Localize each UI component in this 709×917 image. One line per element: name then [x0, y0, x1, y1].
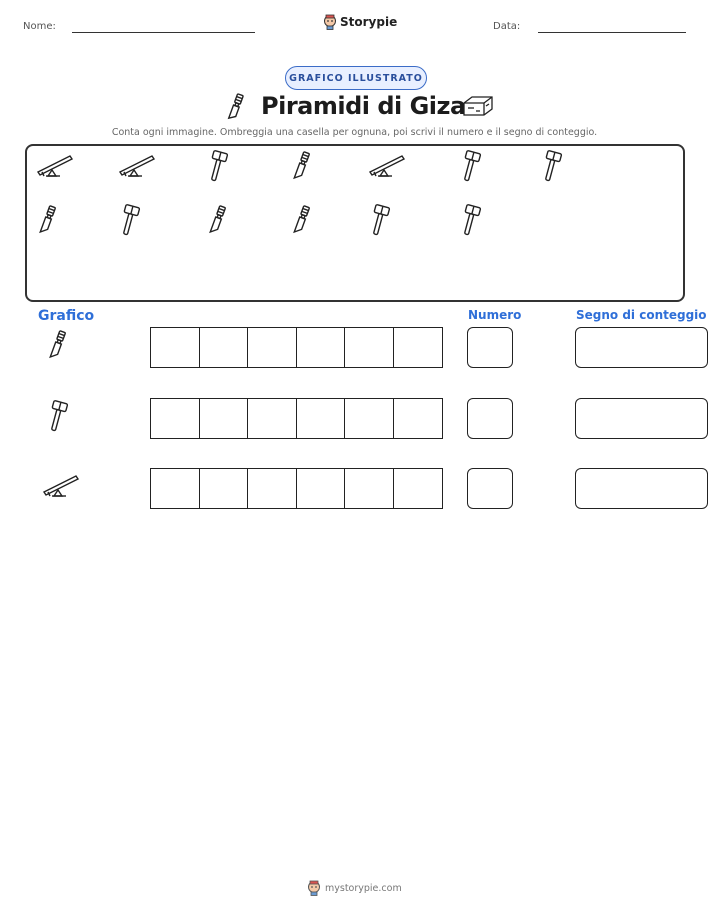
storypie-mascot-icon [323, 14, 337, 30]
instructions: Conta ogni immagine. Ombreggia una casella per ognuna, poi scrivi il numero e il segno di conteggio. [111, 127, 598, 138]
number-answer-box[interactable] [467, 327, 513, 368]
graph-cell[interactable] [297, 328, 346, 367]
tally-answer-box[interactable] [575, 398, 708, 439]
storypie-mascot-icon [307, 880, 321, 896]
graph-cell[interactable] [394, 399, 443, 438]
graph-cell[interactable] [248, 469, 297, 508]
chisel-icon [206, 204, 230, 238]
footer-url: mystorypie.com [325, 882, 402, 894]
graph-cell[interactable] [248, 328, 297, 367]
lever-icon [42, 470, 80, 498]
graph-cell[interactable] [151, 399, 200, 438]
brand-name: Storypie [340, 15, 398, 29]
graph-cell[interactable] [151, 328, 200, 367]
hammer-icon [118, 204, 142, 238]
tally-header: Segno di conteggio [576, 308, 707, 322]
brand-logo [323, 14, 397, 30]
hammer-icon [459, 150, 483, 184]
tally-answer-box[interactable] [575, 468, 708, 509]
page-title: Piramidi di Giza [261, 92, 466, 120]
number-answer-box[interactable] [467, 468, 513, 509]
graph-cell[interactable] [297, 399, 346, 438]
stone-block-icon [462, 94, 494, 118]
graph-cell[interactable] [345, 469, 394, 508]
graph-cell[interactable] [200, 328, 249, 367]
chisel-icon [46, 329, 70, 363]
graph-cell[interactable] [200, 399, 249, 438]
graph-header: Grafico [38, 308, 95, 324]
graph-cell[interactable] [248, 399, 297, 438]
graph-cell[interactable] [345, 328, 394, 367]
name-label: Nome: [23, 21, 56, 32]
number-header: Numero [468, 308, 522, 322]
title-chisel-icon [225, 92, 247, 122]
graph-cell[interactable] [151, 469, 200, 508]
worksheet-type-badge: GRAFICO ILLUSTRATO [285, 66, 427, 90]
lever-icon [36, 150, 74, 178]
hammer-icon [368, 204, 392, 238]
graph-box-row [150, 398, 443, 439]
date-line[interactable] [538, 32, 686, 33]
hammer-icon [206, 150, 230, 184]
graph-box-row [150, 327, 443, 368]
hammer-icon [540, 150, 564, 184]
chisel-icon [290, 204, 314, 238]
lever-icon [368, 150, 406, 178]
number-answer-box[interactable] [467, 398, 513, 439]
graph-cell[interactable] [200, 469, 249, 508]
hammer-icon [459, 204, 483, 238]
graph-cell[interactable] [394, 469, 443, 508]
date-label: Data: [493, 21, 521, 32]
footer [307, 880, 402, 896]
hammer-icon [46, 400, 70, 434]
chisel-icon [36, 204, 60, 238]
graph-cell[interactable] [345, 399, 394, 438]
graph-box-row [150, 468, 443, 509]
chisel-icon [290, 150, 314, 184]
graph-cell[interactable] [297, 469, 346, 508]
name-line[interactable] [72, 32, 255, 33]
graph-cell[interactable] [394, 328, 443, 367]
tally-answer-box[interactable] [575, 327, 708, 368]
lever-icon [118, 150, 156, 178]
